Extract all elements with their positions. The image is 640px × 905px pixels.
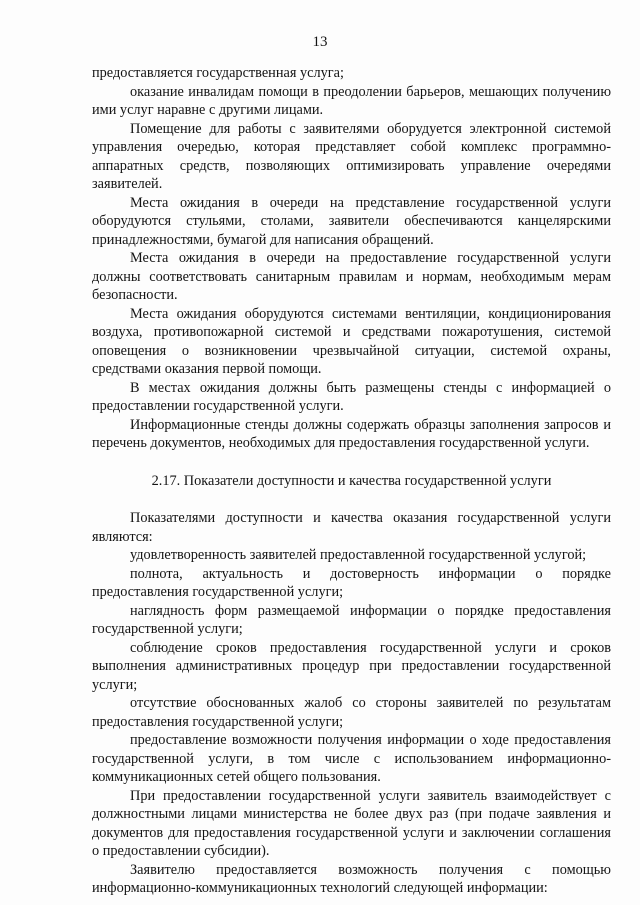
- list-item: полнота, актуальность и достоверность информации о порядке предоставления государственной услуги;: [92, 565, 611, 600]
- document-body: [92, 64, 611, 898]
- paragraph: Места ожидания оборудуются системами вентиляции, кондиционирования воздуха, противопожарной системой и средствами пожаротушения, системой оповещения о возникновении чрезвычайной ситуации, системой охраны, средствами оказания первой помощи.: [92, 305, 611, 377]
- paragraph: оказание инвалидам помощи в преодолении барьеров, мешающих получению ими услуг наравне с другими лицами.: [92, 83, 611, 118]
- paragraph: Помещение для работы с заявителями оборудуется электронной системой управления очередью, которая представляет собой комплекс программно-аппаратных средств, позволяющих оптимизировать управление очередями заявителей.: [92, 120, 611, 192]
- paragraph: В местах ожидания должны быть размещены стенды с информацией о предоставлении государственной услуги.: [92, 379, 611, 414]
- section-heading: 2.17. Показатели доступности и качества государственной услуги: [151, 472, 552, 489]
- paragraph: Места ожидания в очереди на предоставление государственной услуги должны соответствовать санитарным правилам и нормам, необходимым мерам безопасности.: [92, 250, 611, 303]
- list-item: удовлетворенность заявителей предоставленной государственной услугой;: [130, 547, 587, 563]
- page-number: 13: [312, 34, 328, 50]
- list-item: соблюдение сроков предоставления государственной услуги и сроков выполнения административных процедур при предоставлении государственной услуги;: [92, 639, 611, 693]
- list-item: наглядность форм размещаемой информации о порядке предоставления государственной услуги;: [92, 602, 611, 637]
- list-item: отсутствие обоснованных жалоб со стороны заявителей по результатам предоставления государственной услуги;: [92, 695, 611, 730]
- list-item: предоставление возможности получения информации о ходе предоставления государственной услуги, в том числе с использованием информационно-коммуникационных сетей общего пользования.: [92, 732, 611, 785]
- paragraph: Заявителю предоставляется возможность получения с помощью информационно-коммуникационных технологий следующей информации:: [92, 861, 611, 896]
- paragraph: Информационные стенды должны содержать образцы заполнения запросов и перечень документов, необходимых для предоставления государственной услуги.: [92, 416, 611, 451]
- paragraph: предоставляется государственная услуга;: [92, 65, 344, 81]
- paragraph: Места ожидания в очереди на представление государственной услуги оборудуются стульями, столами, заявители обеспечиваются канцелярскими принадлежностями, бумагой для написания обращений.: [92, 194, 611, 248]
- paragraph: Показателями доступности и качества оказания государственной услуги являются:: [92, 510, 611, 545]
- paragraph: При предоставлении государственной услуги заявитель взаимодействует с должностными лицами министерства не более двух раз (при подаче заявления и документов для предоставления государственной услуги и заключении соглашения о предоставлении субсидии).: [92, 787, 611, 859]
